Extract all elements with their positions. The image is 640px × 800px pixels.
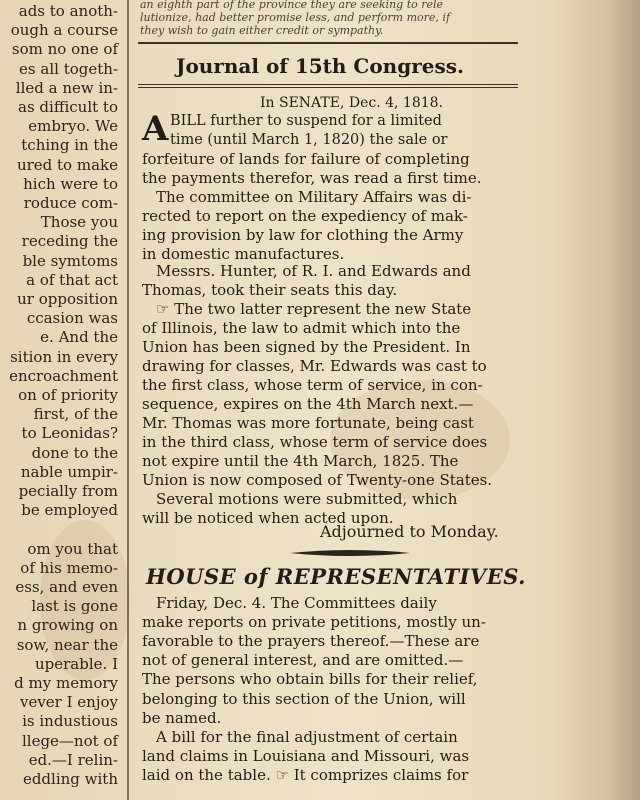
left-column-line: ured to make — [16, 155, 118, 174]
left-column-line: ough a course — [10, 21, 118, 40]
journal-title: Journal of 15th Congress. — [176, 54, 464, 78]
right-column — [134, 0, 554, 800]
senate-line: Mr. Thomas was more fortunate, being cast — [142, 414, 474, 432]
left-column-line: e. And the — [40, 328, 118, 347]
title-rule — [138, 84, 518, 85]
left-column-line: ads to anoth- — [18, 2, 118, 20]
left-column-line: ccasion was — [26, 309, 118, 328]
house-line: be named. — [142, 708, 222, 727]
left-column-line: uperable. I — [35, 654, 118, 673]
title-rule — [138, 87, 518, 88]
left-column-line: eddling with — [22, 770, 118, 788]
house-line: favorable to the prayers thereof.—These are — [142, 632, 480, 651]
senate-line: not expire until the 4th March, 1825. The — [142, 452, 459, 470]
senate-line: ☞ The two latter represent the new State — [156, 300, 472, 318]
house-line: laid on the table. ☞ It comprizes claims for — [142, 765, 469, 784]
senate-line: rected to report on the expediency of mak- — [142, 207, 468, 225]
house-line: The persons who obtain bills for their relief, — [142, 670, 478, 689]
senate-line: the first class, whose term of service, in con- — [142, 376, 483, 394]
top-line: they wish to gain either credit or sympathy. — [140, 24, 384, 37]
left-column-line: first, of the — [33, 405, 118, 424]
left-column-line: as difficult to — [18, 98, 118, 116]
left-column-line: to Leonidas? — [21, 424, 118, 443]
left-column-line: roduce com- — [23, 194, 118, 212]
left-column-line: Those you — [40, 213, 118, 232]
left-column-line: som no one of — [11, 40, 118, 59]
house-line: not of general interest, and are omitted.— — [142, 651, 464, 670]
left-column-line: of his memo- — [20, 558, 118, 577]
senate-dateline: In SENATE, Dec. 4, 1818. — [260, 95, 443, 111]
left-column-line: embryo. We — [28, 117, 118, 136]
left-column-line: llege—not of — [21, 731, 118, 750]
left-column-line: receding the — [21, 232, 118, 251]
left-column — [0, 0, 124, 800]
drop-cap: A — [142, 109, 169, 149]
left-column-line: n growing on — [17, 616, 118, 635]
ornamental-rule — [290, 549, 410, 557]
senate-line: time (until March 1, 1820) the sale or — [170, 132, 448, 148]
left-column-line: on of priority — [18, 386, 118, 404]
house-heading: HOUSE of REPRESENTATIVES. — [146, 564, 526, 589]
left-column-line: ed.—I relin- — [28, 750, 118, 769]
senate-line: drawing for classes, Mr. Edwards was cast to — [142, 357, 487, 375]
house-line: make reports on private petitions, mostly un- — [142, 613, 486, 632]
left-column-line: last is gone — [31, 597, 118, 616]
left-column-line: is industious — [22, 712, 118, 731]
left-column-line: sow, near the — [16, 635, 118, 654]
left-column-line: encroachment — [9, 366, 118, 385]
senate-line: BILL further to suspend for a limited — [170, 113, 442, 129]
senate-line: the payments therefor, was read a first time. — [142, 169, 482, 187]
left-column-line: es all togeth- — [19, 59, 118, 78]
house-line: A bill for the final adjustment of certain — [156, 727, 458, 746]
section-rule — [138, 42, 518, 44]
senate-line: in domestic manufactures. — [142, 245, 345, 263]
house-line: land claims in Louisiana and Missouri, was — [142, 746, 470, 765]
senate-line: ing provision by law for clothing the Army — [142, 226, 464, 244]
left-column-line: done to the — [31, 443, 118, 462]
left-column-line: be employed — [21, 501, 118, 520]
senate-line: will be noticed when acted upon. — [142, 509, 394, 527]
column-rule — [127, 0, 129, 800]
house-line: Friday, Dec. 4. The Committees daily — [156, 594, 437, 612]
house-line: belonging to this section of the Union, will — [142, 689, 466, 708]
senate-line: Several motions were submitted, which — [156, 490, 458, 508]
left-column-line: d my memory — [14, 674, 118, 692]
left-column-line: om you that — [27, 539, 118, 558]
left-column-line: sition in every — [10, 347, 118, 366]
adjourned-line: Adjourned to Monday. — [320, 522, 499, 541]
page-edge-shadow — [555, 0, 640, 800]
left-column-line: vever I enjoy — [19, 693, 118, 712]
senate-line: forfeiture of lands for failure of completing — [142, 150, 470, 168]
left-column-line: tching in the — [21, 136, 118, 155]
senate-line: Union has been signed by the President. In — [142, 338, 471, 356]
left-column-line: hich were to — [23, 174, 118, 193]
top-line: an eighth part of the province they are seeking to rele — [140, 0, 444, 11]
senate-line: The committee on Military Affairs was di- — [156, 188, 472, 206]
senate-line: in the third class, whose term of service does — [142, 433, 488, 451]
left-column-line: nable umpir- — [20, 462, 118, 481]
left-column-line: ble symtoms — [22, 251, 118, 270]
left-column-line: ur opposition — [17, 290, 118, 308]
left-column-line: lled a new in- — [15, 78, 118, 97]
top-line: lutionize, had better promise less, and perform more, if — [140, 11, 451, 24]
senate-line: sequence, expires on the 4th March next.— — [142, 395, 474, 413]
senate-line: Thomas, took their seats this day. — [142, 281, 398, 299]
left-column-line: ess, and even — [15, 578, 118, 596]
senate-line: Messrs. Hunter, of R. I. and Edwards and — [156, 262, 471, 280]
left-column-line: pecially from — [18, 482, 118, 500]
left-column-line: a of that act — [26, 270, 118, 289]
senate-line: Union is now composed of Twenty-one States. — [142, 471, 493, 489]
senate-line: of Illinois, the law to admit which into the — [142, 319, 461, 337]
